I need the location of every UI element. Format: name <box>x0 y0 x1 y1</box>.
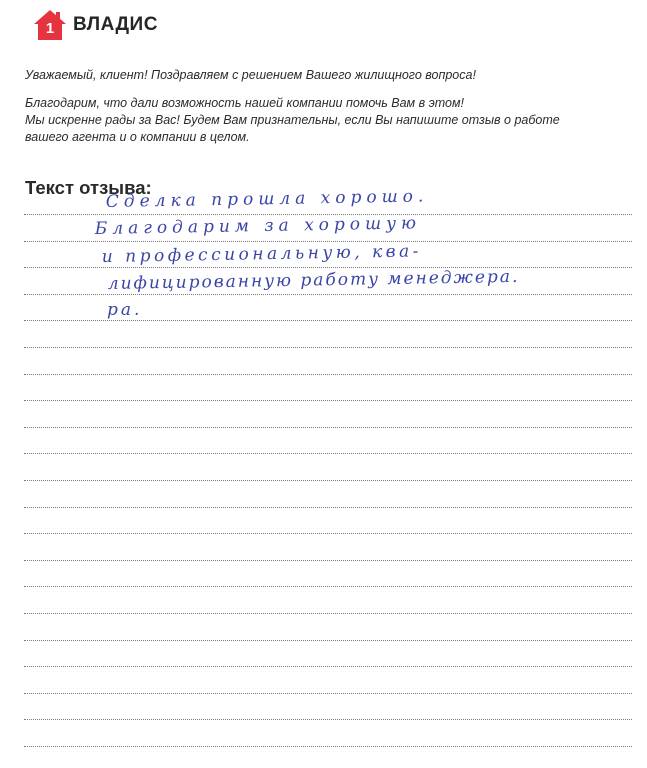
logo-digit: 1 <box>45 20 55 37</box>
ruled-line <box>24 241 632 242</box>
house-logo-icon <box>33 9 67 41</box>
review-heading: Текст отзыва: <box>25 177 152 198</box>
intro-line-1: Благодарим, что дали возможность нашей компании помочь Вам в этом! <box>25 96 465 110</box>
ruled-line <box>24 719 632 720</box>
ruled-line <box>24 427 632 428</box>
ruled-line <box>24 320 632 321</box>
handwritten-line-5: ра. <box>107 300 143 320</box>
ruled-line <box>24 586 632 587</box>
handwritten-line-1: Сделка прошла хорошо. <box>105 186 429 212</box>
ruled-line <box>24 640 632 641</box>
intro-line-3: вашего агента и о компании в целом. <box>25 130 250 144</box>
ruled-line <box>24 267 632 268</box>
handwritten-line-4: лифицированную работу менеджера. <box>107 266 520 294</box>
intro-greeting: Уважаемый, клиент! Поздравляем с решением Вашего жилищного вопроса! <box>25 68 476 82</box>
handwritten-line-3: и профессиональную, ква- <box>101 241 423 267</box>
ruled-line <box>24 746 632 747</box>
brand-name: ВЛАДИС <box>73 14 158 35</box>
ruled-line <box>24 693 632 694</box>
intro-line-2: Мы искренне рады за Вас! Будем Вам признательны, если Вы напишите отзыв о работе <box>25 113 560 127</box>
ruled-line <box>24 666 632 667</box>
ruled-line <box>24 533 632 534</box>
ruled-line <box>24 294 632 295</box>
handwritten-line-2: Благодарим за хорошую <box>94 213 422 239</box>
ruled-line <box>24 507 632 508</box>
ruled-line <box>24 560 632 561</box>
ruled-line <box>24 480 632 481</box>
ruled-line <box>24 613 632 614</box>
ruled-line <box>24 347 632 348</box>
ruled-line <box>24 374 632 375</box>
brand-logo <box>33 9 158 41</box>
ruled-line <box>24 400 632 401</box>
ruled-line <box>24 453 632 454</box>
